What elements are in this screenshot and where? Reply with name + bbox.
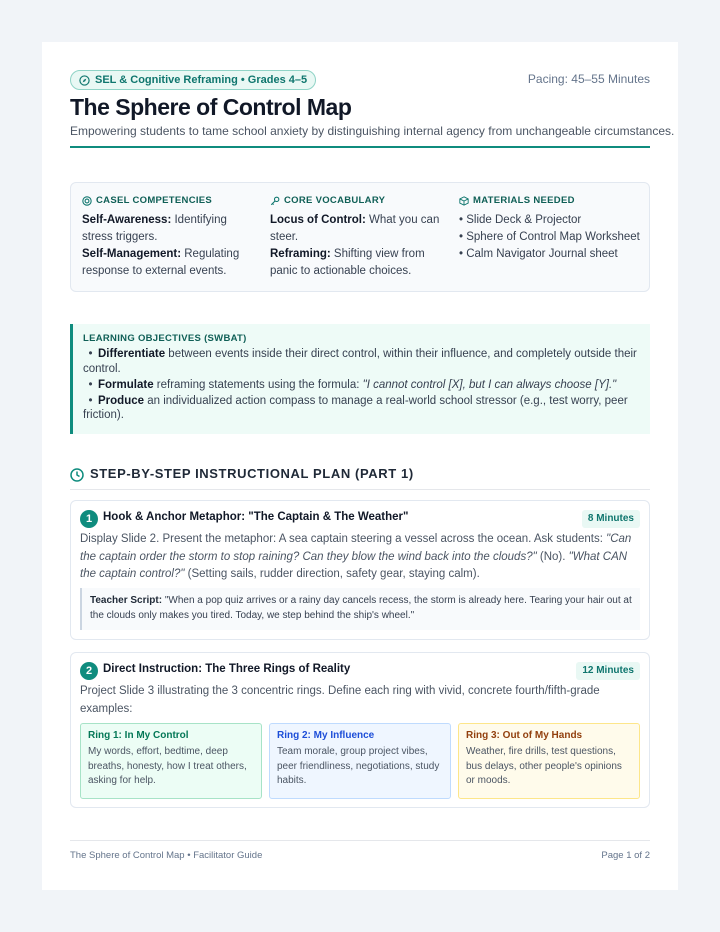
ring-card-outside xyxy=(458,723,640,799)
rings-row xyxy=(80,723,640,799)
ring-card-influence xyxy=(269,723,451,799)
step-card xyxy=(70,652,650,808)
step-body: Display Slide 2. Present the metaphor: A sea captain steering a vessel across the ocean. Ask students: "Can the captain order the storm to stop raining? Can they blow the wind back into the clouds?" (No). "What CAN the captain control?" (Setting sails, rudder direction, safety gear, staying calm). xyxy=(80,533,632,580)
ring-card-control xyxy=(80,723,262,799)
ring-title: Ring 2: My Influence xyxy=(277,730,375,741)
vocab-heading: CORE VOCABULARY xyxy=(270,195,445,206)
step-number: 1 xyxy=(80,510,98,528)
step-title: Direct Instruction: The Three Rings of Reality xyxy=(103,663,351,675)
info-panel xyxy=(70,182,650,292)
subject-tag xyxy=(70,70,316,90)
lesson-page xyxy=(42,42,678,890)
casel-column xyxy=(82,195,257,280)
objective-item: • Formulate reframing statements using the formula: "I cannot control [X], but I can always choose [Y]." xyxy=(88,378,617,391)
key-icon xyxy=(270,196,280,206)
step-duration-badge: 8 Minutes xyxy=(582,510,640,528)
step-title: Hook & Anchor Metaphor: "The Captain & The Weather" xyxy=(103,511,409,523)
teacher-script: Teacher Script: "When a pop quiz arrives or a rainy day cancels recess, the storm is already here. Tearing your hair out at the clouds only makes you tired. Today, we step behind the ship's wheel." xyxy=(80,588,640,630)
materials-heading: MATERIALS NEEDED xyxy=(459,195,649,206)
footer-title: The Sphere of Control Map • Facilitator Guide xyxy=(70,850,263,861)
ring-title: Ring 3: Out of My Hands xyxy=(466,730,583,741)
casel-item: Self-Awareness: Identifying stress triggers. xyxy=(82,214,227,243)
material-item: • Calm Navigator Journal sheet xyxy=(459,248,618,260)
page-number: Page 1 of 2 xyxy=(601,850,650,861)
ring-text: My words, effort, bedtime, deep breaths, honesty, how I treat others, asking for help. xyxy=(88,746,247,786)
ring-title: Ring 1: In My Control xyxy=(88,730,189,741)
step-header xyxy=(80,510,640,528)
compass-icon xyxy=(79,75,90,86)
step-body: Project Slide 3 illustrating the 3 concentric rings. Define each ring with vivid, concrete fourth/fifth-grade examples: xyxy=(80,685,600,715)
step-number: 2 xyxy=(80,662,98,680)
section-title: STEP-BY-STEP INSTRUCTIONAL PLAN (PART 1) xyxy=(90,466,414,481)
section-heading xyxy=(70,466,650,490)
materials-column xyxy=(459,195,649,263)
footer-divider xyxy=(70,840,650,841)
objectives-heading: LEARNING OBJECTIVES (SWBAT) xyxy=(83,333,247,344)
ring-text: Team morale, group project vibes, peer friendliness, negotiations, study habits. xyxy=(277,746,440,786)
vocab-column xyxy=(270,195,445,280)
header-divider xyxy=(70,146,650,148)
step-duration-badge: 12 Minutes xyxy=(576,662,640,680)
clock-icon xyxy=(70,468,84,482)
material-item: • Slide Deck & Projector xyxy=(459,214,582,226)
box-icon xyxy=(459,196,469,206)
material-item: • Sphere of Control Map Worksheet xyxy=(459,231,640,243)
target-icon xyxy=(82,196,92,206)
step-header xyxy=(80,662,640,680)
step-card xyxy=(70,500,650,640)
subject-tag-label: SEL & Cognitive Reframing • Grades 4–5 xyxy=(95,74,308,86)
vocab-item: Reframing: Shifting view from panic to actionable choices. xyxy=(270,248,425,277)
page-title: The Sphere of Control Map xyxy=(70,94,352,120)
page-subtitle: Empowering students to tame school anxiety by distinguishing internal agency from unchangeable circumstances. xyxy=(70,124,675,138)
learning-objectives xyxy=(70,324,650,434)
casel-item: Self-Management: Regulating response to external events. xyxy=(82,248,240,277)
casel-heading: CASEL COMPETENCIES xyxy=(82,195,257,206)
ring-text: Weather, fire drills, test questions, bus delays, other people's opinions or moods. xyxy=(466,746,622,786)
header-top xyxy=(70,70,650,90)
objective-item: • Differentiate between events inside their direct control, within their influence, and completely outside their control. xyxy=(83,348,637,375)
objective-item: • Produce an individualized action compass to manage a real-world school stressor (e.g., test worry, peer friction). xyxy=(83,394,628,421)
vocab-item: Locus of Control: What you can steer. xyxy=(270,214,440,243)
pacing-label: Pacing: 45–55 Minutes xyxy=(527,72,650,86)
